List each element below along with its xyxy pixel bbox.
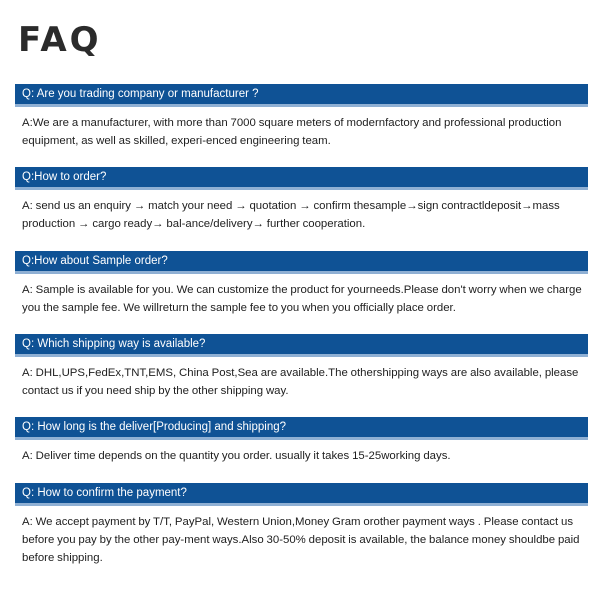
faq-question: Q: Are you trading company or manufacturer ?	[15, 84, 588, 107]
faq-answer: A: Sample is available for you. We can customize the product for yourneeds.Please don't worry when we charge you the sample fee. We willreturn the sample fee to you when you officially place order.	[22, 284, 582, 314]
faq-item-sample-order	[15, 251, 588, 317]
faq-item-payment	[15, 483, 588, 567]
faq-item-delivery-time	[15, 417, 588, 465]
faq-question: Q: Which shipping way is available?	[15, 334, 588, 357]
faq-answer: A: send us an enquiry → match your need → quotation → confirm thesample→sign contractldeposit→mass production → cargo ready→ bal-ance/delivery→ further cooperation.	[22, 200, 560, 230]
faq-item-trading-or-manufacturer	[15, 84, 588, 150]
faq-answer: A: Deliver time depends on the quantity you order. usually it takes 15-25working days.	[22, 450, 451, 462]
faq-answer: A:We are a manufacturer, with more than 7000 square meters of modernfactory and professional production equipment, as well as skilled, experi-enced engineering team.	[22, 117, 562, 147]
faq-item-how-to-order	[15, 167, 588, 233]
faq-question: Q:How to order?	[15, 167, 588, 190]
faq-answer: A: We accept payment by T/T, PayPal, Western Union,Money Gram orother payment ways . Please contact us before you pay by the other pay-ment ways.Also 30-50% deposit is available, the balance money shouldbe paid before shipping.	[22, 516, 580, 564]
faq-question: Q: How long is the deliver[Producing] and shipping?	[15, 417, 588, 440]
page-title: FAQ	[18, 20, 102, 60]
faq-question: Q: How to confirm the payment?	[15, 483, 588, 506]
faq-answer: A: DHL,UPS,FedEx,TNT,EMS, China Post,Sea are available.The othershipping ways are also available, please contact us if you need ship by the other shipping way.	[22, 367, 579, 397]
faq-question: Q:How about Sample order?	[15, 251, 588, 274]
faq-item-shipping-way	[15, 334, 588, 400]
